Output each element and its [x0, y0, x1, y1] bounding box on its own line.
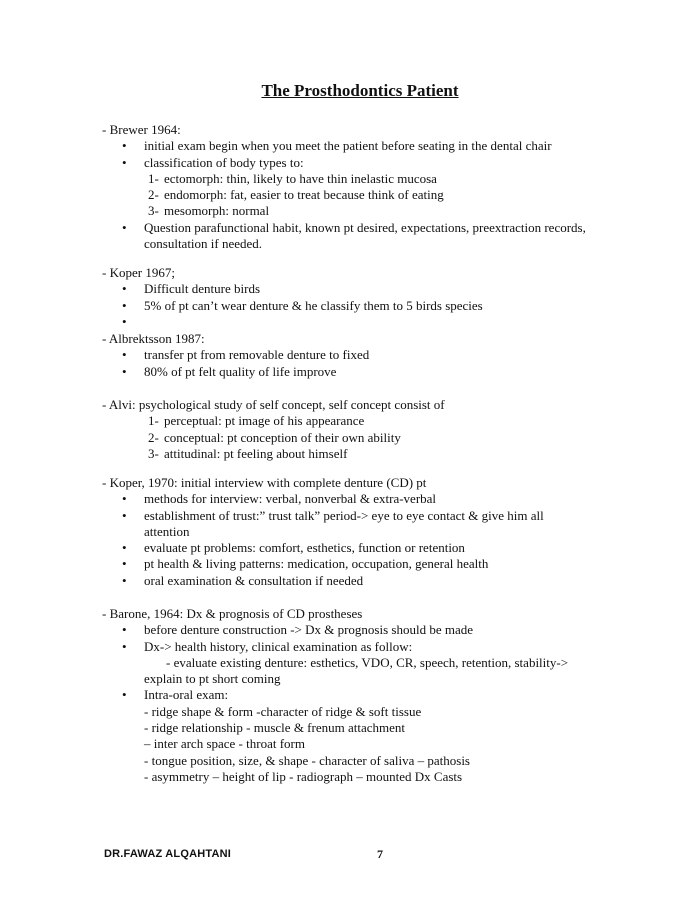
- section-koper-1967: [102, 265, 632, 330]
- section-koper-1970: [102, 475, 632, 589]
- section-brewer: [102, 122, 632, 252]
- footer-author: DR.FAWAZ ALQAHTANI: [104, 848, 232, 860]
- section-heading: - Alvi: psychological study of self concept, self concept consist of: [102, 397, 445, 412]
- bullet-icon: •: [122, 154, 127, 170]
- exam-item: - ridge relationship - muscle & frenum attachment: [144, 720, 405, 736]
- bullet-item: • 5% of pt can’t wear denture & he classify them to 5 birds species: [122, 297, 483, 313]
- bullet-item: • Intra-oral exam:: [122, 687, 229, 703]
- bullet-item: • pt health & living patterns: medication, occupation, general health: [122, 556, 489, 572]
- bullet-item: • methods for interview: verbal, nonverbal & extra-verbal: [122, 491, 437, 507]
- section-albrektsson: [102, 331, 632, 380]
- bullet-icon: •: [122, 556, 127, 572]
- bullet-icon: •: [122, 297, 127, 313]
- bullet-item: • 80% of pt felt quality of life improve: [122, 363, 337, 379]
- exam-item: – inter arch space - throat form: [144, 736, 305, 752]
- page-number: 7: [377, 847, 383, 861]
- bullet-item: • Question parafunctional habit, known pt desired, expectations, preextraction records, consultation if needed.: [122, 219, 586, 252]
- section-heading: - Albrektsson 1987:: [102, 331, 205, 346]
- bullet-icon: •: [122, 347, 127, 363]
- section-heading: - Koper, 1970: initial interview with complete denture (CD) pt: [102, 475, 427, 490]
- sub-item: - evaluate existing denture: esthetics, VDO, CR, speech, retention, stability->: [166, 654, 569, 670]
- bullet-icon: •: [122, 540, 127, 556]
- numbered-item: 3- mesomorph: normal: [148, 203, 270, 219]
- numbered-item: 3- attitudinal: pt feeling about himself: [148, 445, 348, 461]
- bullet-icon: •: [122, 219, 127, 235]
- bullet-icon: •: [122, 687, 127, 703]
- section-heading: - Koper 1967;: [102, 265, 175, 280]
- page-title: The Prosthodontics Patient: [261, 81, 459, 100]
- bullet-item: • classification of body types to:: [122, 154, 304, 170]
- exam-item: - ridge shape & form -character of ridge & soft tissue: [144, 703, 422, 719]
- section-barone: [102, 606, 632, 785]
- bullet-icon: •: [122, 313, 127, 329]
- bullet-icon: •: [122, 491, 127, 507]
- exam-item: - tongue position, size, & shape - character of saliva – pathosis: [144, 752, 470, 768]
- bullet-icon: •: [122, 572, 127, 588]
- bullet-item: • Difficult denture birds: [122, 281, 261, 297]
- exam-item: - asymmetry – height of lip - radiograph – mounted Dx Casts: [144, 768, 463, 784]
- bullet-icon: •: [122, 363, 127, 379]
- section-heading: - Brewer 1964:: [102, 122, 181, 137]
- bullet-icon: •: [122, 281, 127, 297]
- section-heading: - Barone, 1964: Dx & prognosis of CD prostheses: [102, 606, 363, 621]
- bullet-item: • initial exam begin when you meet the patient before seating in the dental chair: [122, 138, 552, 154]
- bullet-item: • Dx-> health history, clinical examination as follow:: [122, 638, 413, 654]
- bullet-item: • establishment of trust:” trust talk” period-> eye to eye contact & give him all attention: [122, 507, 544, 539]
- numbered-item: 1- ectomorph: thin, likely to have thin inelastic mucosa: [148, 170, 437, 186]
- numbered-item: 1- perceptual: pt image of his appearance: [148, 413, 365, 429]
- bullet-item: • evaluate pt problems: comfort, esthetics, function or retention: [122, 540, 465, 556]
- bullet-icon: •: [122, 638, 127, 654]
- bullet-item: • before denture construction -> Dx & prognosis should be made: [122, 622, 474, 638]
- bullet-icon: •: [122, 138, 127, 154]
- bullet-item-empty: [102, 314, 632, 330]
- bullet-item: • transfer pt from removable denture to fixed: [122, 347, 370, 363]
- numbered-item: 2- conceptual: pt conception of their own ability: [148, 429, 401, 445]
- bullet-icon: •: [122, 622, 127, 638]
- numbered-item: 2- endomorph: fat, easier to treat because think of eating: [148, 187, 444, 203]
- bullet-icon: •: [122, 507, 127, 523]
- bullet-item: • oral examination & consultation if needed: [122, 572, 364, 588]
- section-alvi: [102, 397, 632, 462]
- sub-item-continuation: explain to pt short coming: [144, 671, 281, 687]
